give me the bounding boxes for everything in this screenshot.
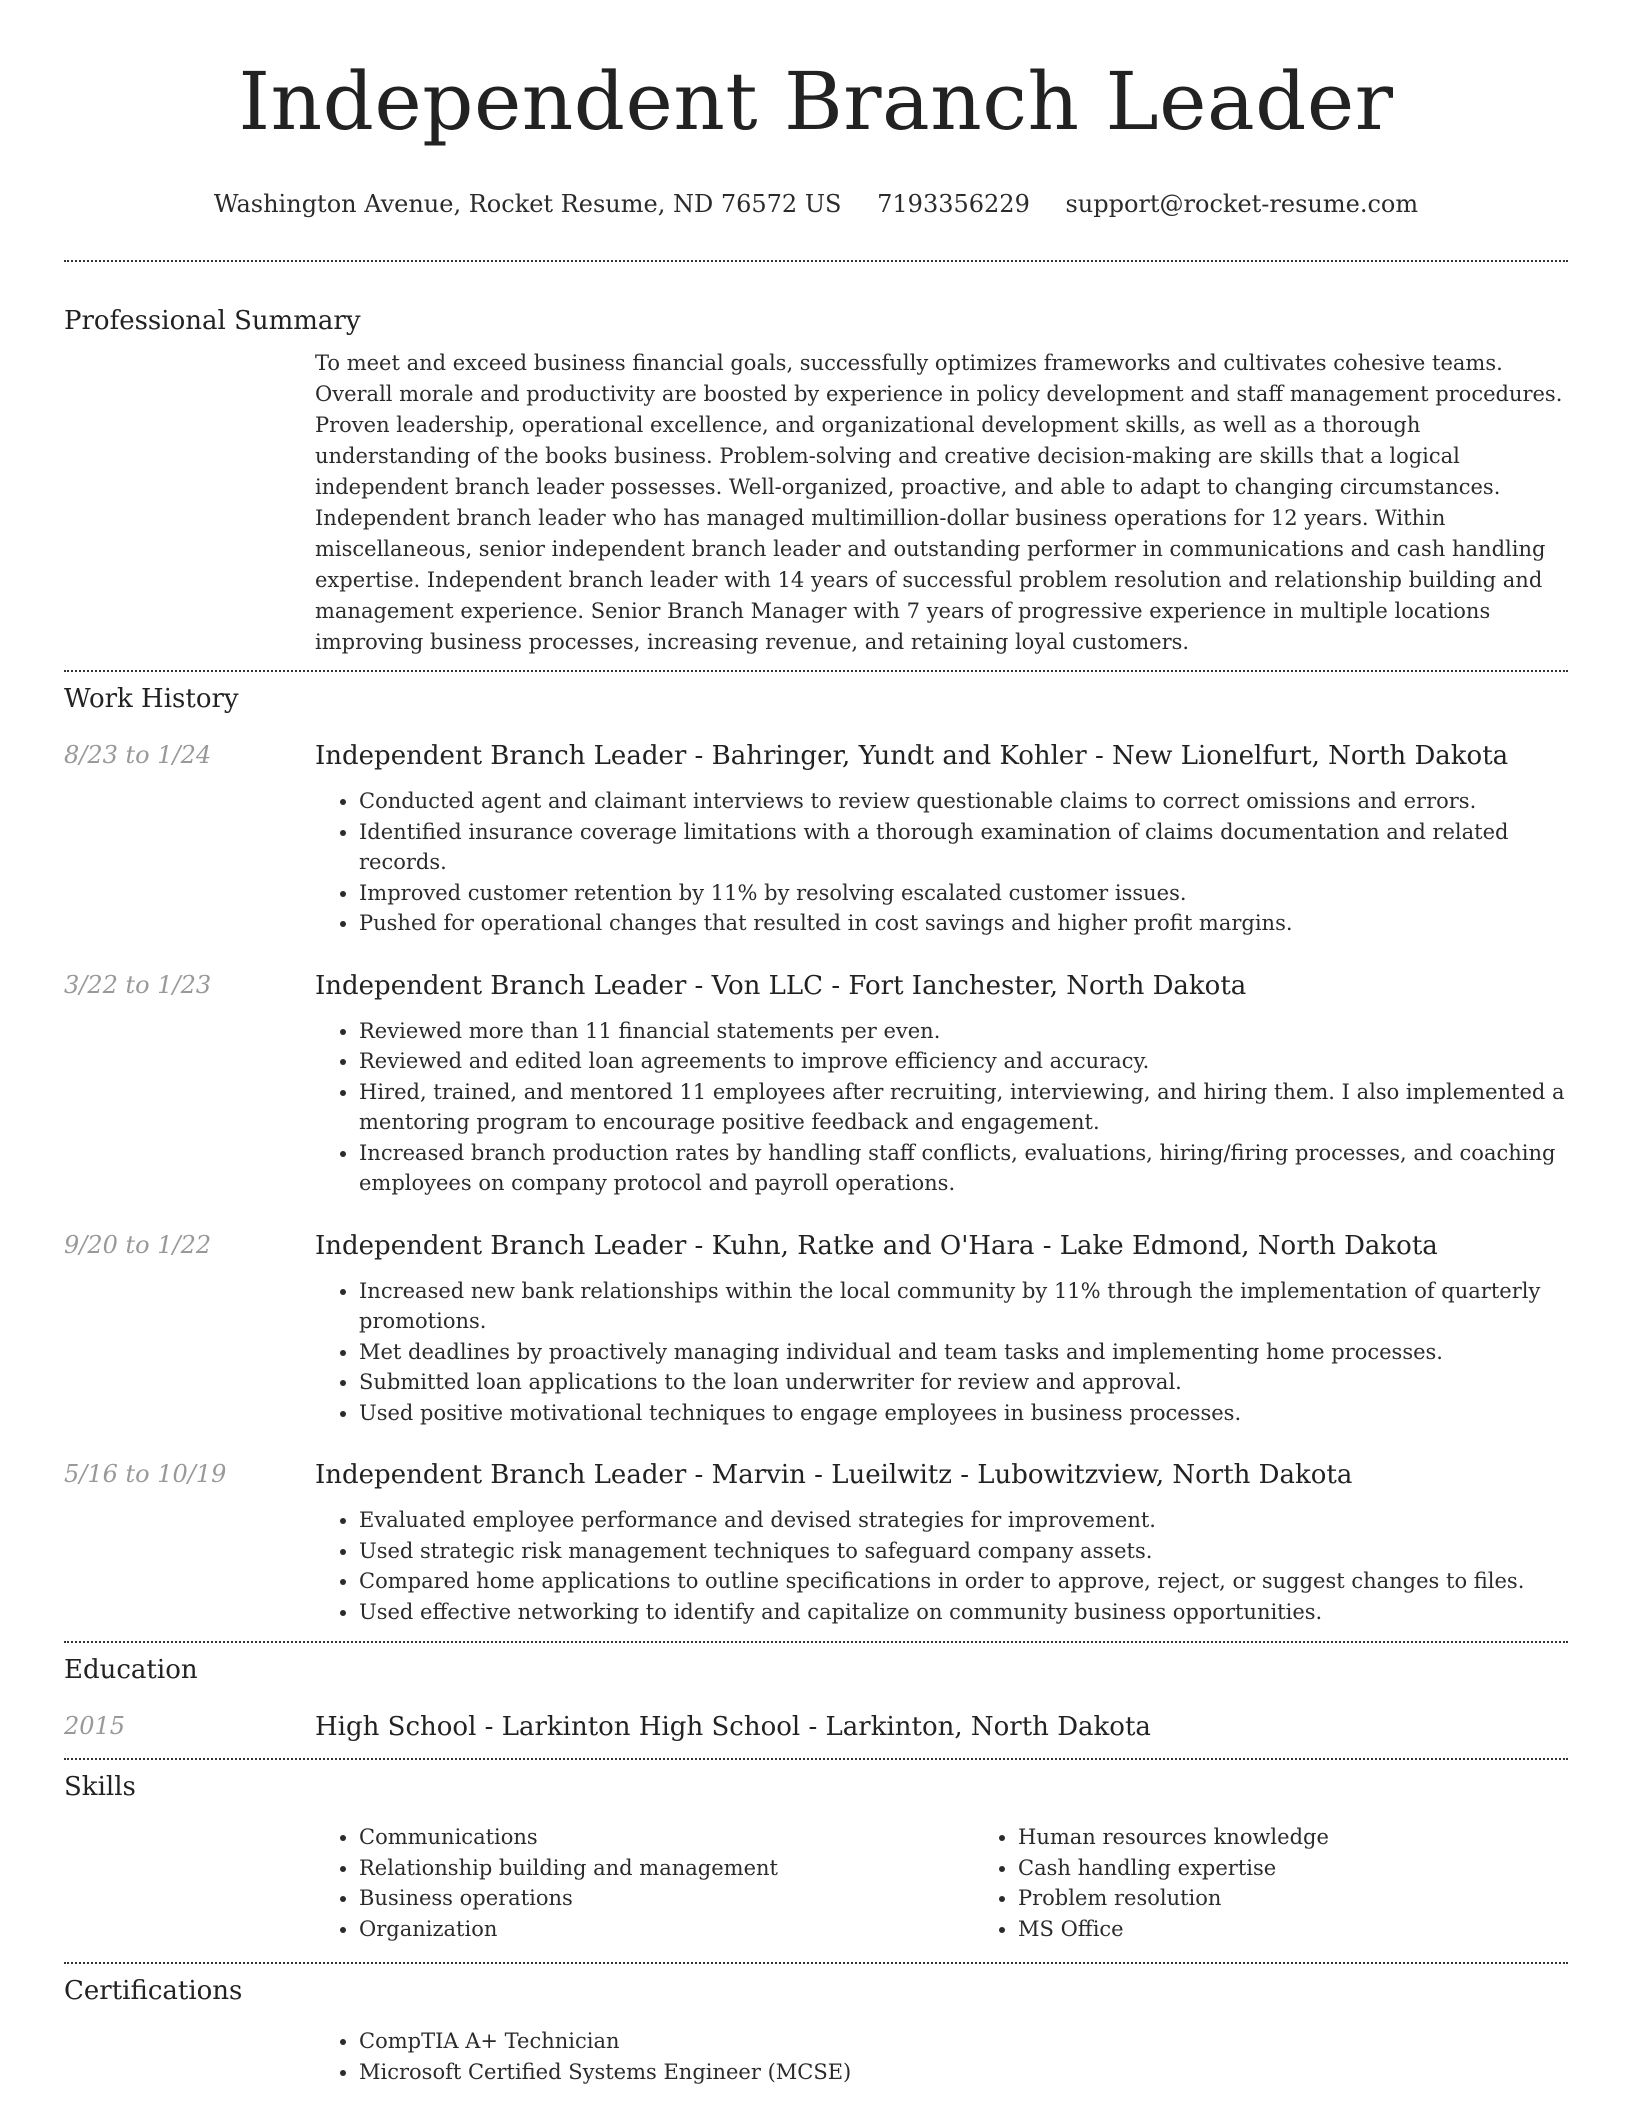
job-bullet: • Improved customer retention by 11% by resolving escalated customer issues. — [359, 878, 1568, 909]
summary-body — [315, 348, 1568, 658]
job-heading: Independent Branch Leader - Bahringer, Yundt and Kohler - New Lionelfurt, North Dakota — [315, 741, 1509, 771]
job-body — [315, 969, 1568, 1199]
job-dates: 8/23 to 1/24 — [64, 741, 212, 769]
education-body — [315, 1710, 1568, 1744]
job-bullets — [315, 1505, 1568, 1627]
section-title-certifications: Certifications — [64, 1976, 243, 2006]
divider — [64, 670, 1568, 672]
certification-item: • CompTIA A+ Technician — [359, 2026, 1568, 2057]
skill-item: • Human resources knowledge — [1018, 1822, 1632, 1853]
education-heading: High School - Larkinton High School - Larkinton, North Dakota — [315, 1712, 1151, 1742]
skills-section — [64, 1822, 1568, 1944]
section-title-education: Education — [64, 1655, 198, 1685]
skill-item: • Cash handling expertise — [1018, 1853, 1632, 1884]
skill-item: • Communications — [359, 1822, 974, 1853]
skill-item: • Relationship building and management — [359, 1853, 974, 1884]
job-bullet: • Used positive motivational techniques to engage employees in business processes. — [359, 1398, 1568, 1429]
job-body — [315, 739, 1568, 939]
job-dates: 5/16 to 10/19 — [64, 1460, 227, 1488]
job-bullet: • Reviewed more than 11 financial statements per even. — [359, 1016, 1568, 1047]
job-bullet: • Used strategic risk management techniques to safeguard company assets. — [359, 1536, 1568, 1567]
section-title-skills: Skills — [64, 1772, 136, 1802]
education-entry — [64, 1710, 1568, 1744]
job-dates: 9/20 to 1/22 — [64, 1230, 212, 1259]
job-entry — [64, 1458, 1568, 1627]
divider — [64, 1758, 1568, 1760]
job-heading: Independent Branch Leader - Von LLC - Fort Ianchester, North Dakota — [315, 970, 1247, 1001]
contact-phone: 7193356229 — [877, 190, 1030, 218]
job-bullet: • Conducted agent and claimant interviews to review questionable claims to correct omissions and errors. — [359, 786, 1568, 817]
divider — [64, 1641, 1568, 1643]
job-bullets — [315, 786, 1568, 939]
job-dates: 3/22 to 1/23 — [64, 970, 212, 999]
job-body — [315, 1229, 1568, 1429]
skill-item: • Organization — [359, 1914, 974, 1945]
contact-email: support@rocket-resume.com — [1065, 190, 1419, 218]
job-bullet: • Used effective networking to identify and capitalize on community business opportunities. — [359, 1597, 1568, 1628]
certifications-section — [64, 2026, 1568, 2087]
skills-columns — [315, 1822, 1632, 1944]
job-bullet: • Evaluated employee performance and devised strategies for improvement. — [359, 1505, 1568, 1536]
job-bullets — [315, 1276, 1568, 1429]
job-bullets — [315, 1016, 1568, 1199]
summary-text: To meet and exceed business financial goals, successfully optimizes frameworks and cultivates cohesive teams. Overall morale and productivity are boosted by experience in policy development and staff management procedures. Proven leadership, operational excellence, and organizational development skills, as well as a thorough understanding of the books business. Problem-solving and creative decision-making are skills that a logical independent branch leader possesses. Well-organized, proactive, and able to adapt to changing circumstances. Independent branch leader who has managed multimillion-dollar business operations for 12 years. Within miscellaneous, senior independent branch leader and outstanding performer in communications and cash handling expertise. Independent branch leader with 14 years of successful problem resolution and relationship building and management experience. Senior Branch Manager with 7 years of progressive experience in multiple locations improving business processes, increasing revenue, and retaining loyal customers. — [315, 351, 1563, 654]
summary-section — [64, 348, 1568, 658]
job-bullet: • Identified insurance coverage limitations with a thorough examination of claims documentation and related records. — [359, 817, 1568, 878]
job-bullet: • Increased new bank relationships within the local community by 11% through the implementation of quarterly promotions. — [359, 1276, 1568, 1337]
section-title-work: Work History — [64, 684, 239, 714]
job-bullet: • Met deadlines by proactively managing individual and team tasks and implementing home processes. — [359, 1337, 1568, 1368]
certification-item: • Microsoft Certified Systems Engineer (MCSE) — [359, 2057, 1568, 2088]
job-entry — [64, 1229, 1568, 1429]
job-bullet: • Hired, trained, and mentored 11 employees after recruiting, interviewing, and hiring them. I also implemented a mentoring program to encourage positive feedback and engagement. — [359, 1077, 1568, 1138]
divider — [64, 1962, 1568, 1964]
job-bullet: • Increased branch production rates by handling staff conflicts, evaluations, hiring/firing processes, and coaching employees on company protocol and payroll operations. — [359, 1138, 1568, 1199]
education-year: 2015 — [64, 1712, 126, 1740]
job-bullet: • Pushed for operational changes that resulted in cost savings and higher profit margins. — [359, 908, 1568, 939]
job-entry — [64, 969, 1568, 1199]
divider — [64, 260, 1568, 262]
job-body — [315, 1458, 1568, 1627]
job-heading: Independent Branch Leader - Kuhn, Ratke and O'Hara - Lake Edmond, North Dakota — [315, 1230, 1438, 1261]
skills-list-left — [315, 1822, 974, 1944]
skill-item: • MS Office — [1018, 1914, 1632, 1945]
skill-item: • Business operations — [359, 1883, 974, 1914]
job-bullet: • Reviewed and edited loan agreements to improve efficiency and accuracy. — [359, 1046, 1568, 1077]
resume-name: Independent Branch Leader — [238, 55, 1394, 148]
section-title-summary: Professional Summary — [64, 306, 361, 336]
job-bullet: • Compared home applications to outline specifications in order to approve, reject, or suggest changes to files. — [359, 1566, 1568, 1597]
job-entry — [64, 739, 1568, 939]
skills-list-right — [974, 1822, 1632, 1944]
job-bullet: • Submitted loan applications to the loan underwriter for review and approval. — [359, 1367, 1568, 1398]
skill-item: • Problem resolution — [1018, 1883, 1632, 1914]
certifications-body — [315, 2026, 1568, 2087]
contact-address: Washington Avenue, Rocket Resume, ND 76572 US — [213, 190, 842, 218]
job-heading: Independent Branch Leader - Marvin - Lueilwitz - Lubowitzview, North Dakota — [315, 1460, 1353, 1490]
contact-line — [64, 188, 1568, 220]
certifications-list — [315, 2026, 1568, 2087]
